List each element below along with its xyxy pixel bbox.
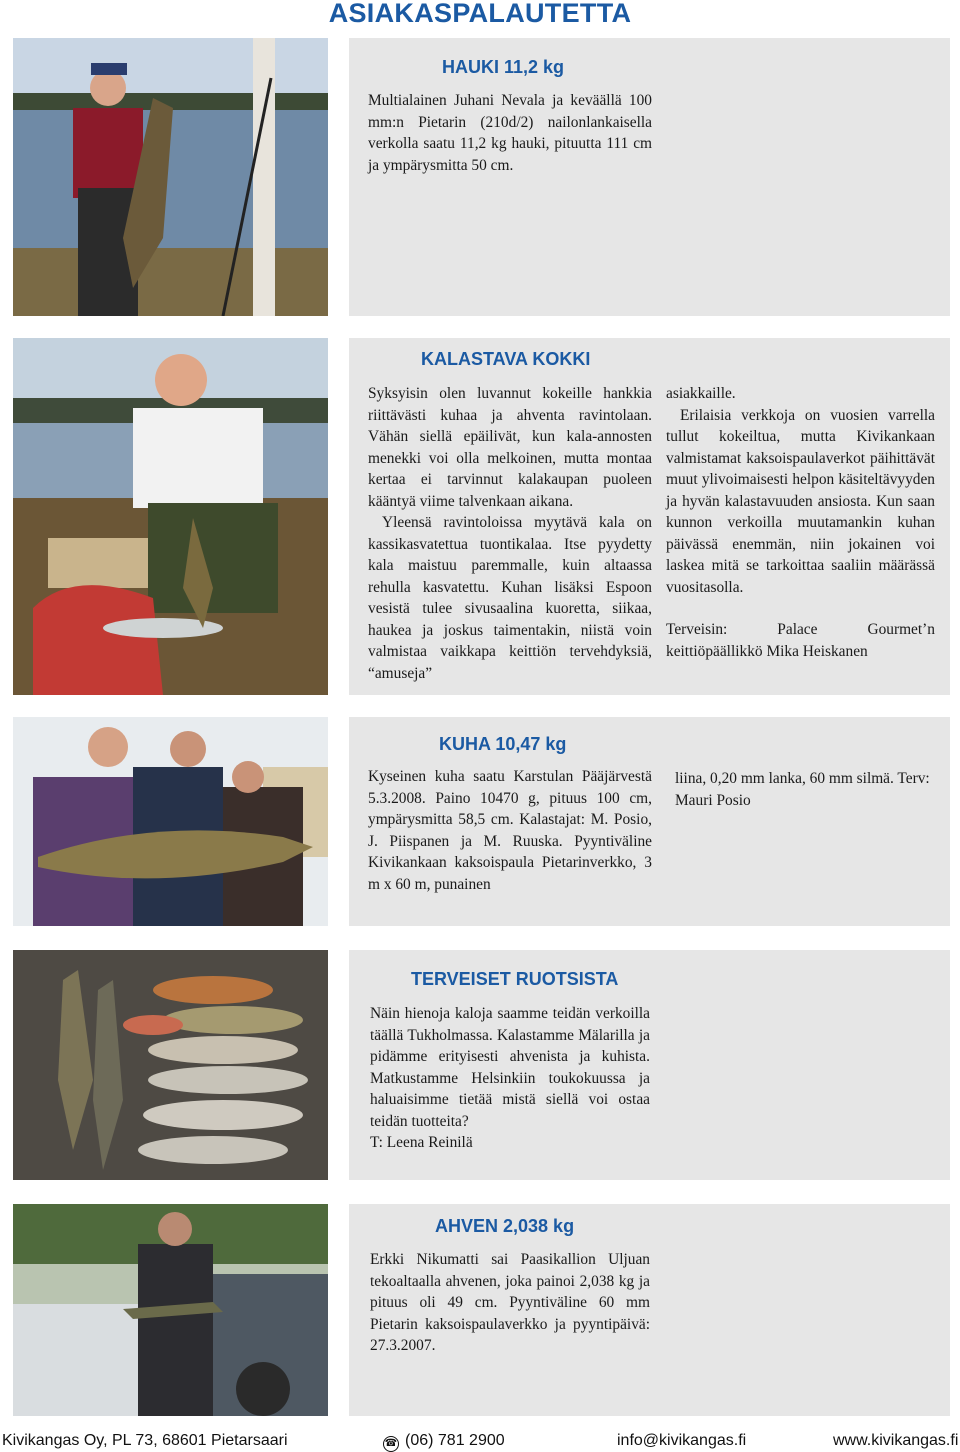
story-heading: KUHA 10,47 kg <box>439 734 567 754</box>
story-kuha <box>349 717 950 926</box>
paragraph: Multialainen Juhani Nevala ja keväällä 100 mm:n Pietarin (210d/2) nailonlankaisella verkolla saatu 11,2 kg hauki, pituutta 111 cm ja ympärysmitta 50 cm. <box>368 92 652 174</box>
photo-kuha <box>13 717 328 926</box>
paragraph: Yleensä ravintoloissa myytävä kala on kassikasvatettua tuontikalaa. Itse pyydetty kala maistuu paremmalle, kuin altaassa rehulla kasvatettu. Kuhan lisäksi Espoon vesistä tulee sivusaalina kuoretta, siikaa, haukea ja joskus taimentakin, niistä voin valmistaa vaikkapa keittiön tervehdyksiä, “amuseja” <box>368 514 652 682</box>
footer-email[interactable]: info@kivikangas.fi <box>617 1432 747 1449</box>
story-heading: TERVEISET RUOTSISTA <box>411 969 619 989</box>
paragraph: Kyseinen kuha saatu Karstulan Pääjärvestä 5.3.2008. Paino 10470 g, pituus 100 cm, ympärysmitta 58,5 cm. Kalastajat: M. Posio, J. Piispanen ja M. Ruuska. Pyyntiväline Kivikankaan kaksoispaula Pietarinverkko, 3 m x 60 m, punainen <box>368 768 652 893</box>
story-text <box>370 1249 650 1357</box>
footer-website[interactable]: www.kivikangas.fi <box>833 1432 959 1449</box>
footer-phone-number: (06) 781 2900 <box>405 1432 505 1449</box>
footer-address: Kivikangas Oy, PL 73, 68601 Pietarsaari <box>2 1432 288 1449</box>
story-column-2 <box>666 383 935 662</box>
story-column-1 <box>368 766 652 895</box>
story-column-1 <box>368 383 652 684</box>
signature: Terveisin: Palace Gourmet’n keittiöpäällikkö Mika Heiskanen <box>666 621 935 660</box>
story-heading: AHVEN 2,038 kg <box>435 1216 575 1236</box>
photo-ahven <box>13 1204 328 1416</box>
story-heading: KALASTAVA KOKKI <box>421 349 591 369</box>
paragraph: asiakkaille. <box>666 385 736 402</box>
footer <box>0 1430 960 1452</box>
story-column-2 <box>675 768 935 811</box>
phone-icon: ☎ <box>383 1436 399 1452</box>
story-hauki <box>349 38 950 316</box>
photo-kokki <box>13 338 328 695</box>
paragraph: Syksyisin olen luvannut kokeille hankkia riittävästi kuhaa ja ahventa ravintolaan. Vähän siellä epäilivät, kun kala-annosten menekki voi olla melkoinen, mutta montaa kertaa ei tarvinnut kalakaupan puoleen kääntyä viime talvenkaan aikana. <box>368 385 652 510</box>
story-ahven <box>349 1204 950 1416</box>
story-text <box>368 90 652 176</box>
story-heading: HAUKI 11,2 kg <box>442 57 565 77</box>
page-title: ASIAKASPALAUTETTA <box>328 0 632 28</box>
photo-ruotsi <box>13 950 328 1180</box>
paragraph: liina, 0,20 mm lanka, 60 mm silmä. Terv: Mauri Posio <box>675 770 930 809</box>
story-kokki <box>349 338 950 695</box>
photo-hauki <box>13 38 328 316</box>
footer-phone <box>383 1432 505 1452</box>
paragraph: Erkki Nikumatti sai Paasikallion Uljuan tekoaltaalla ahvenen, joka painoi 2,038 kg ja pituus oli 49 cm. Pyyntiväline 60 mm Pietarin kaksoispaulaverkko ja pyyntipäivä: 27.3.2007. <box>370 1251 650 1354</box>
paragraph: Erilaisia verkkoja on vuosien varrella tullut kokeiltua, mutta Kivikankaan valmistamat kaksoispaulaverkot päihittävät muut ylivoimaisesti helpon käsiteltävyyden ja hyvän kalastavuuden ansiosta. Kun saan kunnon verkoilla muutamankin kuhan päivässä enemmän, niin jokainen voi laskea mitä se tarkoittaa saaliin määrässä vuositasolla. <box>666 406 935 596</box>
story-text <box>370 1003 650 1154</box>
story-ruotsi <box>349 950 950 1180</box>
paragraph: Näin hienoja kaloja saamme teidän verkoilla täällä Tukholmassa. Kalastamme Mälarilla ja pidämme erityisesti ahvenista ja kuhista. Matkustamme Helsinkiin toukokuussa ja haluaisimme tietää mistä siellä voi ostaa teidän tuotteita? <box>370 1005 650 1130</box>
signature: T: Leena Reinilä <box>370 1134 473 1151</box>
